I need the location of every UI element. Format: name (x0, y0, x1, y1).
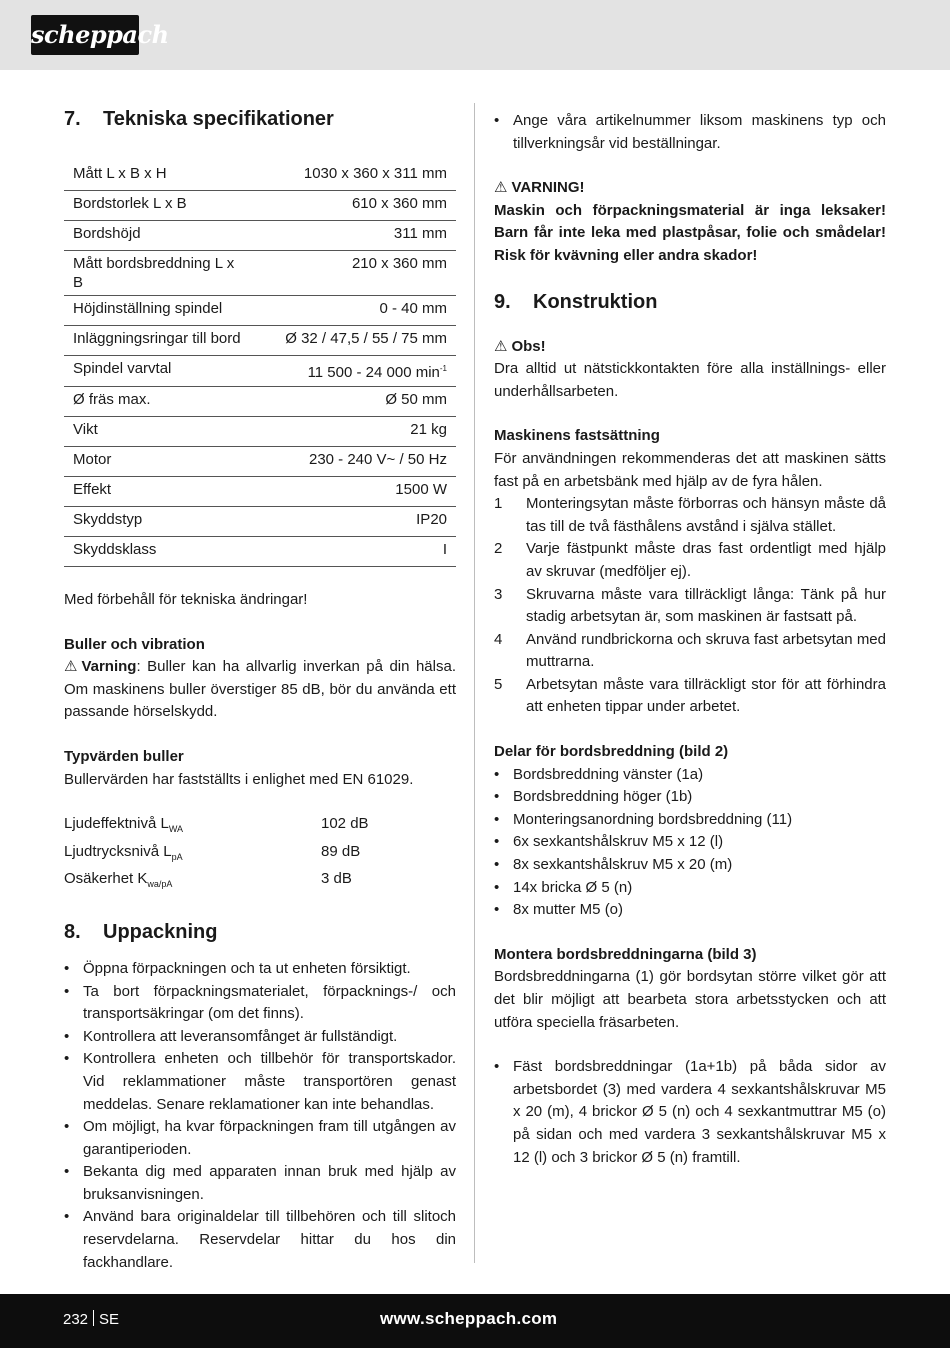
spec-label: Höjdinställning spindel (64, 296, 252, 326)
list-item: • Kontrollera enheten och tillbehör för transportskador. Vid reklammationer måste transportören genast meddelas. Senare reklamationer kan inte behandlas. (64, 1048, 456, 1116)
spec-label: Skyddsklass (64, 537, 252, 567)
warning-icon: ⚠ (494, 179, 508, 197)
list-item: • Bekanta dig med apparaten innan bruk med hjälp av bruksanvisningen. (64, 1161, 456, 1206)
parts-list (494, 764, 886, 922)
spec-label: Effekt (64, 477, 252, 507)
noise-value-label: Osäkerhet $K_{wa/pA}$ (64, 870, 173, 890)
spec-value: 311 mm (252, 221, 456, 251)
spec-row (64, 447, 456, 477)
spec-row (64, 507, 456, 537)
spec-row (64, 296, 456, 326)
spec-value: I (252, 537, 456, 567)
part-item: • Monteringsanordning bordsbreddning (11) (494, 809, 886, 832)
unpack-list (64, 958, 456, 1274)
typ-text: Bullervärden har fastställts i enlighet med EN 61029. (64, 770, 414, 788)
mount-step (494, 629, 886, 674)
noise-value-row (64, 813, 456, 841)
noise-value-row (64, 841, 456, 869)
part-item: • Bordsbreddning höger (1b) (494, 786, 886, 809)
spec-row (64, 161, 456, 191)
step-number: 2 (494, 540, 503, 558)
section-number: 9. (494, 290, 511, 313)
section-8-title (64, 918, 456, 946)
mount-step (494, 493, 886, 538)
mount-text: För användningen rekommenderas det att maskinen sätts fast på en arbetsbänk med hjälp av de fyra hålen. (494, 449, 886, 490)
page-footer (0, 1294, 950, 1348)
spec-label: Inläggningsringar till bord (64, 326, 252, 356)
spec-value: Ø 50 mm (252, 387, 456, 417)
noise-values (64, 813, 456, 896)
list-item: • Ta bort förpackningsmaterialet, förpacknings-/ och transportsäkringar (om det finns). (64, 981, 456, 1026)
spec-row (64, 387, 456, 417)
order-note: • Ange våra artikelnummer liksom maskinens typ och tillverkningsår vid beställningar. (494, 110, 886, 155)
spec-value: 11 500 - 24 000 $\min^{-1}$ (252, 356, 456, 387)
step-text: Använd rundbrickorna och skruva fast arbetsytan med muttrarna. (526, 630, 886, 671)
section-number: 8. (64, 920, 81, 943)
assemble-step: • Fäst bordsbreddningar (1a+1b) på båda sidor av arbetsbordet (3) med vardera 4 sexkantshålskruvar M5 x 20 (m), 4 brickor Ø 5 (n) och 4 sexkantmuttrar M5 (o) på sidan och med vardera 3 sexkantshålskruvar M5 x 12 (l) och 3 brickor Ø 5 (n) framtill. (494, 1056, 886, 1169)
step-number: 4 (494, 630, 503, 648)
spec-label: Mått L x B x H (64, 161, 252, 191)
step-text: Monteringsytan måste förborras och hänsyn måste då tas till de två fästhålens avstånd i själva stället. (526, 495, 886, 535)
spec-label: Ø fräs max. (64, 387, 252, 417)
warning-text: Maskin och förpackningsmaterial är inga leksaker! Barn får inte leka med plastpåsar, folie och smådelar! Risk för kvävning eller andra skador! (494, 201, 886, 264)
spec-row (64, 191, 456, 221)
section-7-title (64, 105, 456, 133)
spec-row (64, 326, 456, 356)
section-number: 7. (64, 108, 81, 130)
parts-heading: Delar för bordsbreddning (bild 2) (494, 743, 729, 761)
part-item: • 8x mutter M5 (o) (494, 899, 886, 922)
part-item: • 14x bricka Ø 5 (n) (494, 877, 886, 900)
section-title: Uppackning (103, 920, 218, 943)
obs-title: ⚠ Obs! (494, 336, 886, 359)
list-item: • Kontrollera att leveransomfånget är fullständigt. (64, 1026, 456, 1049)
part-item: • Bordsbreddning vänster (1a) (494, 764, 886, 787)
step-text: Arbetsytan måste vara tillräckligt stor för att förhindra att enheten tippar under arbetet. (526, 675, 886, 716)
step-number: 5 (494, 675, 503, 693)
spec-row (64, 477, 456, 507)
step-text: Skruvarna måste vara tillräckligt långa: Tänk på hur stadig arbetsytan är, som maskinen är fastsatt på. (526, 585, 886, 626)
noise-value-label: Ljudtrycksnivå $L_{pA}$ (64, 842, 183, 862)
section-title: Konstruktion (533, 290, 658, 313)
spec-label: Skyddstyp (64, 507, 252, 537)
website-link[interactable]: www.scheppach.com (380, 1309, 558, 1328)
spec-value: 0 - 40 mm (252, 296, 456, 326)
noise-warning (64, 656, 456, 724)
spec-label: Motor (64, 447, 252, 477)
obs-text: Dra alltid ut nätstickkontakten före alla inställnings- eller underhållsarbeten. (494, 360, 886, 400)
page-header (0, 0, 950, 70)
spec-label: Vikt (64, 417, 252, 447)
column-divider (474, 103, 475, 1263)
noise-warning-label: Varning (81, 658, 137, 676)
mount-steps (494, 493, 886, 719)
warning-icon: ⚠ (64, 658, 78, 676)
spec-value: Ø 32 / 47,5 / 55 / 75 mm (252, 326, 456, 356)
section-9-title (494, 288, 886, 316)
spec-value: 610 x 360 mm (252, 191, 456, 221)
noise-heading: Buller och vibration (64, 635, 205, 653)
page-number: 232 SE (63, 1311, 120, 1328)
mount-step (494, 584, 886, 629)
list-item: • Om möjligt, ha kvar förpackningen fram till utgången av garantiperioden. (64, 1116, 456, 1161)
spec-value: 230 - 240 V~ / 50 Hz (252, 447, 456, 477)
spec-row (64, 417, 456, 447)
section-title: Tekniska specifikationer (103, 108, 334, 130)
mount-step (494, 674, 886, 719)
step-text: Varje fästpunkt måste dras fast ordentligt med hjälp av skruvar (medföljer ej). (526, 540, 886, 580)
scheppach-logo: scheppach (31, 15, 139, 55)
mount-heading: Maskinens fastsättning (494, 427, 660, 445)
reservation-note: Med förbehåll för tekniska ändringar! (64, 591, 308, 608)
step-number: 1 (494, 495, 503, 513)
noise-value-label: Ljudeffektnivå $L_{WA}$ (64, 815, 183, 835)
noise-value-row (64, 868, 456, 896)
step-number: 3 (494, 585, 503, 603)
spec-row (64, 537, 456, 567)
mount-step (494, 538, 886, 583)
list-item: • Använd bara originaldelar till tillbehören och till slitoch reservdelarna. Reservdelar hittar du hos din fackhandlare. (64, 1206, 456, 1274)
noise-warning-text: : Buller kan ha allvarlig inverkan på din hälsa. Om maskinens buller överstiger 85 dB, bör du använda ett passande hörselskydd. (64, 658, 456, 721)
right-column (494, 110, 886, 1169)
part-item: • 8x sexkantshålskruv M5 x 20 (m) (494, 854, 886, 877)
spec-value: 21 kg (252, 417, 456, 447)
spec-row (64, 356, 456, 387)
part-item: • 6x sexkantshålskruv M5 x 12 (l) (494, 831, 886, 854)
warning-icon: ⚠ (494, 337, 508, 355)
assemble-heading: Montera bordsbreddningarna (bild 3) (494, 945, 757, 963)
spec-value: 210 x 360 mm (252, 251, 456, 296)
spec-table (64, 161, 456, 567)
assemble-text: Bordsbreddningarna (1) gör bordsytan större vilket gör att det blir möjligt att bearbeta stora arbetsstycken och att utföra speciella fräsarbeten. (494, 968, 886, 1031)
spec-row (64, 251, 456, 296)
spec-value: IP20 (252, 507, 456, 537)
noise-value: 89 dB (321, 842, 361, 860)
typ-heading: Typvärden buller (64, 747, 184, 765)
left-column (64, 105, 456, 1274)
warning-title: ⚠ VARNING! (494, 177, 886, 200)
noise-value: 3 dB (321, 870, 352, 888)
spec-value: 1500 W (252, 477, 456, 507)
list-item: • Öppna förpackningen och ta ut enheten försiktigt. (64, 958, 456, 981)
spec-label: Mått bordsbreddning L x B (64, 251, 252, 296)
spec-value: 1030 x 360 x 311 mm (252, 161, 456, 191)
spec-label: Spindel varvtal (64, 356, 252, 387)
spec-label: Bordshöjd (64, 221, 252, 251)
noise-value: 102 dB (321, 815, 369, 833)
spec-row (64, 221, 456, 251)
spec-label: Bordstorlek L x B (64, 191, 252, 221)
